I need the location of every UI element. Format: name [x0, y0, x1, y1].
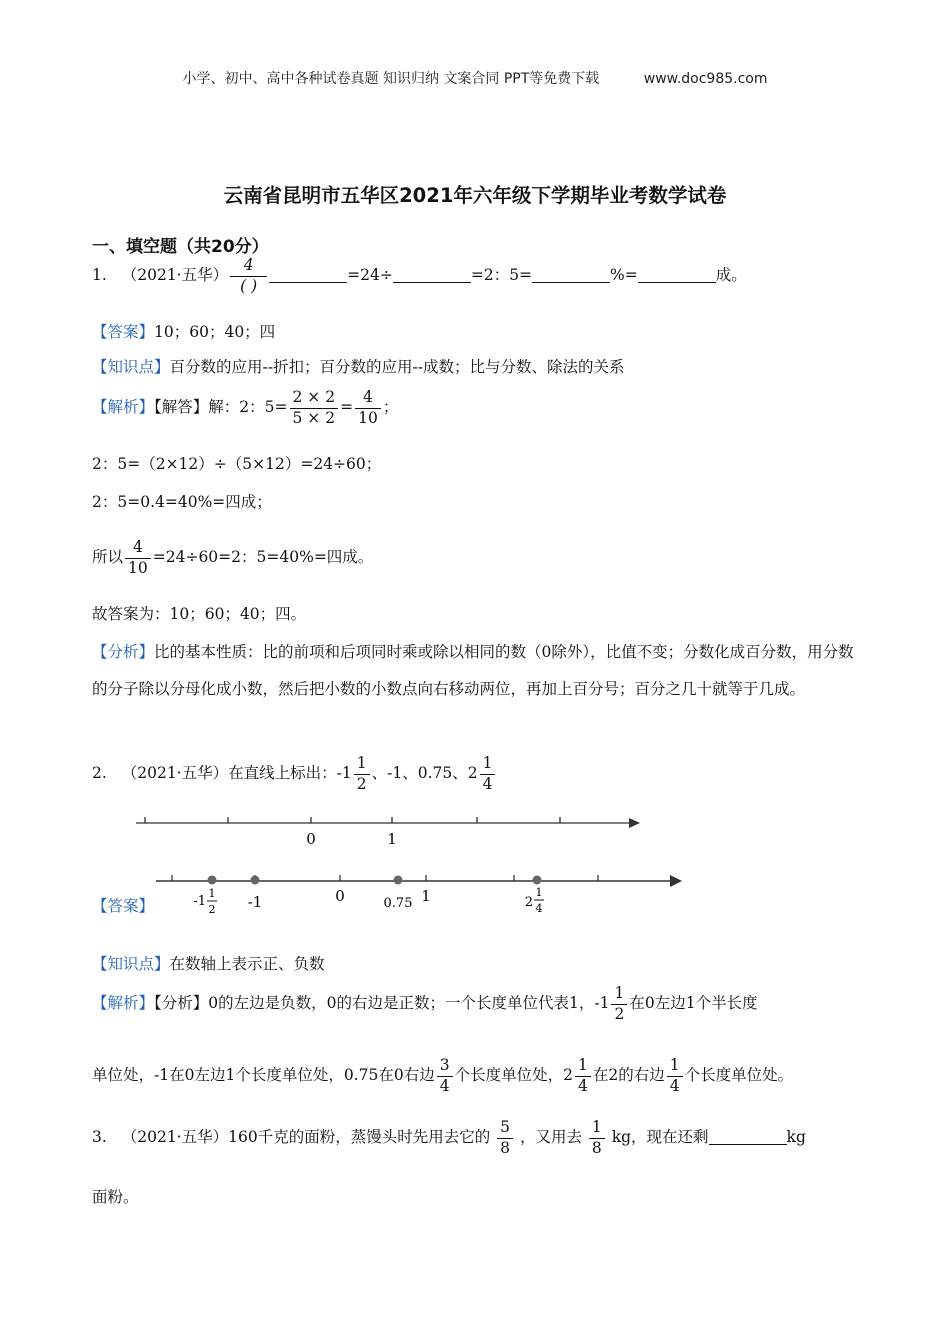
q1-suoyi-frac: [125, 540, 151, 576]
q2-m4-frac: [480, 756, 496, 792]
q1-blank-2[interactable]: [393, 266, 471, 283]
q2-a-f1-num: 1: [614, 984, 625, 1002]
axis-arrow: [629, 818, 640, 828]
q1-line3: 2：5=0.4=40%=四成；: [92, 493, 272, 511]
q1-knowledge-text: 百分数的应用--折扣；百分数的应用--成数；比与分数、除法的关系: [169, 358, 625, 376]
q2-b-pre: 单位处，-1在0左边1个长度单位处，0.75在0右边: [92, 1066, 435, 1084]
q2-b-frac-3: [667, 1058, 683, 1094]
q1-jie-frac-1-den: 5 × 2: [290, 408, 339, 427]
label-two-and-quarter-den: 4: [535, 902, 543, 915]
q1-jie-eq: =: [340, 398, 354, 416]
q1-jie-end: ；: [382, 398, 399, 416]
q2-a-frac: [611, 986, 627, 1022]
knowledge-label: 【知识点】: [92, 955, 170, 973]
q1-number: 1.: [92, 266, 107, 284]
q2-b-f3-num: 1: [669, 1056, 680, 1074]
answer-axis-arrow: [670, 875, 682, 887]
q3-question: [92, 1120, 806, 1156]
label-neg-one-and-half-den: 2: [208, 903, 216, 916]
label-neg-one-and-half-num: 1: [208, 887, 216, 900]
label-one: 1: [421, 887, 431, 905]
q2-answer-number-line: [150, 860, 690, 924]
q1-eq1: =24÷: [347, 266, 393, 284]
q3-blank[interactable]: [709, 1128, 787, 1145]
fenxi-label: 【分析】: [92, 643, 155, 661]
q1-suoyi-post: =24÷60=2：5=40%=四成。: [152, 548, 374, 566]
q2-mid: 、-1、0.75、: [371, 764, 468, 782]
q1-question: [92, 258, 747, 294]
q2-b-mid: 个长度单位处，: [454, 1066, 564, 1084]
q2-b-frac-2: [575, 1058, 591, 1094]
q2-a-f1-den: 2: [611, 1004, 627, 1023]
q3-frac-2: [589, 1120, 605, 1156]
q3-t4: kg: [786, 1128, 806, 1146]
q1-line2: 2：5=（2×12）÷（5×12）=24÷60；: [92, 455, 382, 473]
header-text: 小学、初中、高中各种试卷真题 知识归纳 文案合同 PPT等免费下载: [182, 71, 600, 87]
q2-knowledge-text: 在数轴上表示正、负数: [169, 955, 325, 973]
q1-eq2: =2：5=: [470, 266, 533, 284]
q1-suoyi-pre: 所以: [92, 548, 124, 566]
q1-answer-text: 10；60；40；四: [154, 323, 276, 341]
q2-text: 在直线上标出：: [228, 764, 337, 782]
q1-blank-1[interactable]: [269, 266, 347, 283]
q1-suoyi-num: 4: [132, 538, 143, 556]
q2-b-f1-num: 3: [439, 1056, 450, 1074]
q1-blank-4[interactable]: [638, 266, 716, 283]
q2-analysis-line1: [92, 986, 758, 1022]
point-neg-one-and-half: [208, 876, 217, 885]
q2-number: 2.: [92, 764, 107, 782]
q1-fenxi: [92, 634, 862, 708]
q1-suoyi-den: 10: [125, 558, 151, 577]
analysis-label: 【解析】: [92, 398, 155, 416]
q1-jie-frac-1: [290, 390, 339, 426]
q1-jie-frac-2-den: 10: [355, 408, 381, 427]
q1-jie-frac-2: [355, 390, 381, 426]
point-two-and-quarter: [533, 876, 542, 885]
label-0-75: 0.75: [383, 896, 413, 911]
q1-blank-3[interactable]: [532, 266, 610, 283]
q3-t2: ，又用去: [519, 1128, 582, 1146]
axis-label-0: 0: [306, 830, 316, 848]
q1-source: （2021·五华）: [121, 266, 229, 284]
q3-f1-num: 5: [500, 1118, 511, 1136]
answer-label: 【答案】: [92, 897, 155, 915]
q1-fenxi-text: 比的基本性质：比的前项和后项同时乘或除以相同的数（0除外），比值不变；分数化成百分数，用分数的分子除以分母化成小数，然后把小数的小数点向右移动两位，再加上百分号；百分之几十就等于几成。: [92, 643, 854, 698]
q1-frac-den: ( ): [230, 276, 267, 295]
q1-eq3: %=: [610, 266, 638, 284]
q2-m1-num: 1: [356, 754, 367, 772]
q1-frac-num: 4: [243, 256, 254, 274]
q2-b-f1-den: 4: [437, 1076, 453, 1095]
q2-b-mid2: 在2的右边: [592, 1066, 665, 1084]
q3-t1: 160千克的面粉，蒸馒头时先用去它的: [228, 1128, 491, 1146]
q2-analysis-line2: [92, 1058, 793, 1094]
q2-m1-whole: -1: [336, 764, 352, 782]
q2-number-line: [130, 808, 650, 852]
q2-question: [92, 756, 497, 792]
q1-guda: 故答案为：10；60；40；四。: [92, 605, 307, 623]
q3-f1-den: 8: [497, 1138, 513, 1157]
q1-analysis: [92, 390, 398, 426]
label-neg-one-and-half-whole: -1: [193, 894, 206, 909]
page-title: 云南省昆明市五华区2021年六年级下学期毕业考数学试卷: [223, 184, 727, 207]
q3-source: （2021·五华）: [121, 1128, 229, 1146]
label-two-and-quarter-num: 1: [535, 886, 543, 899]
q1-answer: [92, 320, 275, 342]
q2-a-post: 在0左边1个半长度: [629, 994, 758, 1012]
q1-knowledge: [92, 355, 624, 377]
q3-f2-den: 8: [589, 1138, 605, 1157]
label-zero: 0: [335, 887, 345, 905]
q1-eq4: 成。: [715, 266, 747, 284]
page-header: [0, 68, 950, 88]
q2-m1-frac: [354, 756, 370, 792]
q3-frac-1: [497, 1120, 513, 1156]
q3-line2: 面粉。: [92, 1188, 139, 1206]
answer-label: 【答案】: [92, 323, 155, 341]
knowledge-label: 【知识点】: [92, 358, 170, 376]
point-0-75: [394, 876, 403, 885]
q2-m4-num: 1: [482, 754, 493, 772]
point-neg-one: [251, 876, 260, 885]
q1-suoyi: [92, 540, 373, 576]
section-heading: 一、填空题（共20分）: [92, 237, 269, 257]
q2-b-f2-num: 1: [577, 1056, 588, 1074]
q1-jie-frac-1-num: 2 × 2: [292, 388, 336, 406]
fenxi-label: 【分析】: [154, 994, 209, 1012]
q2-m1-den: 2: [354, 774, 370, 793]
q2-source: （2021·五华）: [121, 764, 229, 782]
q2-a-f1-whole: -1: [594, 994, 610, 1012]
q2-b-f2-den: 4: [575, 1076, 591, 1095]
axis-label-1: 1: [387, 830, 397, 848]
q2-m4-den: 4: [480, 774, 496, 793]
q2-a-pre: 0的左边是负数，0的右边是正数；一个长度单位代表1，: [208, 994, 595, 1012]
q3-number: 3.: [92, 1128, 107, 1146]
header-site[interactable]: www.doc985.com: [643, 71, 768, 87]
q1-jie-prefix: 解：2：5=: [208, 398, 288, 416]
q2-b-end: 个长度单位处。: [684, 1066, 794, 1084]
label-neg-one: -1: [247, 893, 263, 911]
q3-f2-num: 1: [591, 1118, 602, 1136]
jieda-label: 【解答】: [154, 398, 209, 416]
q3-t3: kg，现在还剩: [611, 1128, 709, 1146]
q2-b-f2-whole: 2: [563, 1066, 573, 1084]
analysis-label: 【解析】: [92, 994, 155, 1012]
q1-jie-frac-2-num: 4: [363, 388, 373, 406]
q2-b-f3-den: 4: [667, 1076, 683, 1095]
q2-answer-label: [92, 894, 154, 916]
label-two-and-quarter-whole: 2: [524, 895, 533, 910]
q2-m4-whole: 2: [467, 764, 478, 782]
q2-knowledge: [92, 952, 325, 974]
q1-fraction: [230, 258, 267, 294]
q2-b-frac-1: [437, 1058, 453, 1094]
